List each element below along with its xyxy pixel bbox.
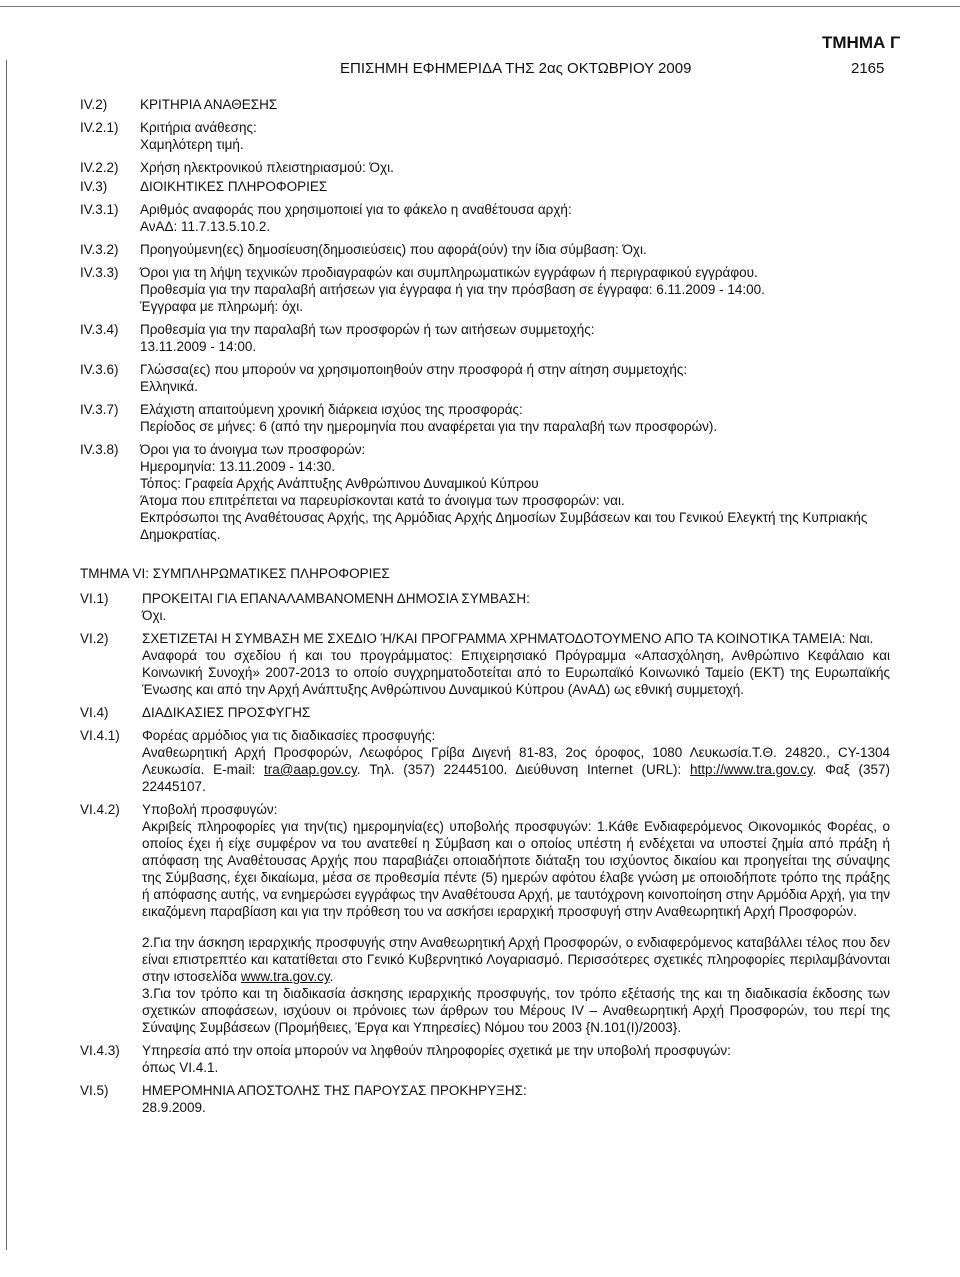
item-title: ΗΜΕΡΟΜΗΝΙΑ ΑΠΟΣΤΟΛΗΣ ΤΗΣ ΠΑΡΟΥΣΑΣ ΠΡΟΚΗΡΥΞΗΣ: bbox=[142, 1083, 527, 1098]
item-iv-3-1 bbox=[80, 201, 890, 235]
item-number: IV.3.2) bbox=[80, 242, 119, 257]
website-link[interactable]: www.tra.gov.cy bbox=[240, 969, 330, 984]
item-number: VI.4.3) bbox=[80, 1043, 120, 1058]
scan-border-line bbox=[0, 6, 960, 7]
item-text: Όροι για τη λήψη τεχνικών προδιαγραφών και συμπληρωματικών εγγράφων ή περιγραφικού εγγράφου. bbox=[140, 265, 758, 280]
lodge-paragraph-2-text: 2.Για την άσκηση ιεραρχικής προσφυγής στην Αναθεωρητική Αρχή Προσφορών, ο ενδιαφερόμενος καταβάλλει τέλος που δεν είναι επιστρεπτέο και κατατίθεται στο Γενικό Κυβερνητικό Λογαριασμό. Περισσότερες σχετικές πληροφορίες περιλαμβάνονται στην ιστοσελίδα bbox=[142, 935, 890, 984]
review-body-contact bbox=[142, 744, 890, 795]
item-number: IV.3.8) bbox=[80, 442, 119, 457]
item-value: Περίοδος σε μήνες: 6 (από την ημερομηνία που αναφέρεται για την παραλαβή των προσφορών). bbox=[140, 419, 718, 434]
item-number: IV.3.6) bbox=[80, 362, 119, 377]
item-text: Τόπος: Γραφεία Αρχής Ανάπτυξης Ανθρώπινου Δυναμικού Κύπρου bbox=[140, 476, 539, 491]
item-number: VI.4.2) bbox=[80, 802, 120, 817]
item-iv-3 bbox=[80, 178, 890, 195]
item-text: Προηγούμενη(ες) δημοσίευση(δημοσιεύσεις) που αφορά(ούν) την ίδια σύμβαση: Όχι. bbox=[140, 242, 647, 257]
item-number: VI.2) bbox=[80, 631, 109, 646]
item-vi-1 bbox=[80, 590, 890, 624]
item-value: 28.9.2009. bbox=[142, 1100, 206, 1115]
gazette-title: ΕΠΙΣΗΜΗ ΕΦΗΜΕΡΙΔΑ ΤΗΣ 2ας ΟΚΤΩΒΡΙΟΥ 2009 bbox=[340, 60, 692, 77]
item-value: Ελληνικά. bbox=[140, 379, 198, 394]
item-text: Άτομα που επιτρέπεται να παρευρίσκονται κατά το άνοιγμα των προσφορών: ναι. bbox=[140, 493, 625, 508]
lodge-paragraph-2 bbox=[142, 934, 890, 985]
page-number: 2165 bbox=[851, 60, 885, 77]
item-text: Αναφορά του σχεδίου ή και του προγράμματος: Επιχειρησιακό Πρόγραμμα «Απασχόληση, Ανθρώπινο Κεφάλαιο και Κοινωνική Συνοχή» 2007-2013 το οποίο συγχρηματοδοτείται από το Ευρωπαϊκό Κοινωνικό Ταμείο (ΕΚΤ) της Ευρωπαϊκής Ένωσης και από την Αρχή Ανάπτυξης Ανθρώπινου Δυναμικού Κύπρου (ΑνΑΔ) ως εθνική συμμετοχή. bbox=[142, 648, 890, 697]
item-text: Ακριβείς πληροφορίες για την(τις) ημερομηνία(ες) υποβολής προσφυγών: 1.Κάθε Ενδιαφερόμενος Οικονομικός Φορέας, ο οποίος έχει ή είχε συμφέρον να του ανατεθεί η Σύμβαση και ο οποίος υπέστη ή ενδέχεται να υποστεί ζημία από πράξη ή απόφαση της Αναθέτουσας Αρχής που παραβιάζει οποιαδήποτε διάταξη του ισχύοντος δικαίου και προηγείται της σύναψης της Σύμβασης, έχει δικαίωμα, μέσα σε προθεσμία πέντε (5) ημερών αφότου έλαβε γνώση με οποιοδήποτε τρόπο της πράξης ή απόφασης αυτής, να ενημερώσει εγγράφως την Αναθέτουσα Αρχή, με ταυτόχρονη κοινοποίηση στην Αρμόδια Αρχή, για την εικαζόμενη παραβίαση και για την πρόθεση του να ασκήσει ιεραρχική προσφυγή στην Αναθεωρητική Αρχή Προσφορών. bbox=[142, 819, 890, 919]
item-number: VI.5) bbox=[80, 1083, 109, 1098]
item-iv-2-2 bbox=[80, 159, 890, 176]
lodge-paragraph-2-end: . bbox=[329, 969, 334, 984]
item-number: IV.3.1) bbox=[80, 202, 119, 217]
item-text: Υπηρεσία από την οποία μπορούν να ληφθούν πληροφορίες σχετικά με την υποβολή προσφυγών: bbox=[142, 1043, 731, 1058]
item-text: 3.Για τον τρόπο και τη διαδικασία άσκησης ιεραρχικής προσφυγής, τον τρόπο εξέτασής της και τη διαδικασία έκδοσης των σχετικών αποφάσεων, ισχύουν οι πρόνοιες των άρθρων του Μέρους IV – Αναθεωρητική Αρχή Προσφορών, του περί της Σύναψης Συμβάσεων (Προμήθειες, Έργα και Υπηρεσίες) Νόμου του 2003 {Ν.101(Ι)/2003}. bbox=[142, 986, 890, 1035]
item-iv-3-8 bbox=[80, 441, 890, 543]
document-body bbox=[80, 96, 890, 1122]
item-value: ΑνΑΔ: 11.7.13.5.10.2. bbox=[140, 219, 271, 234]
item-text: Εκπρόσωποι της Αναθέτουσας Αρχής, της Αρμόδιας Αρχής Δημοσίων Συμβάσεων και του Γενικού Ελεγκτή της Κυπριακής Δημοκρατίας. bbox=[140, 510, 868, 542]
item-iv-3-4 bbox=[80, 321, 890, 355]
review-body-address: Αναθεωρητική Αρχή Προσφορών, Λεωφόρος Γρίβα Διγενή 81-83, 2ος όροφος, 1080 Λευκωσία.Τ.Θ. 24820., CY-1304 Λευκωσία. E-mail: bbox=[142, 745, 890, 777]
item-text: Έγγραφα με πληρωμή: όχι. bbox=[140, 299, 303, 314]
item-number: IV.3.7) bbox=[80, 402, 119, 417]
item-text: Προθεσμία για την παραλαβή αιτήσεων για έγγραφα ή για την πρόσβαση σε έγγραφα: 6.11.2009 - 14:00. bbox=[140, 282, 765, 297]
item-number: IV.3) bbox=[80, 179, 108, 194]
section-vi-heading: ΤΜΗΜΑ VI: ΣΥΜΠΛΗΡΩΜΑΤΙΚΕΣ ΠΛΗΡΟΦΟΡΙΕΣ bbox=[80, 566, 390, 581]
item-number: IV.2.1) bbox=[80, 120, 119, 135]
item-number: VI.4.1) bbox=[80, 728, 120, 743]
item-text: Γλώσσα(ες) που μπορούν να χρησιμοποιηθούν στην προσφορά ή στην αίτηση συμμετοχής: bbox=[140, 362, 688, 377]
item-number: VI.4) bbox=[80, 705, 109, 720]
item-vi-2 bbox=[80, 630, 890, 698]
item-text: Ελάχιστη απαιτούμενη χρονική διάρκεια ισχύος της προσφοράς: bbox=[140, 402, 523, 417]
item-value: 13.11.2009 - 14:00. bbox=[140, 339, 257, 354]
item-vi-4-2 bbox=[80, 801, 890, 1036]
item-title: ΚΡΙΤΗΡΙΑ ΑΝΑΘΕΣΗΣ bbox=[140, 97, 278, 112]
item-iv-3-2 bbox=[80, 241, 890, 258]
item-text: Προθεσμία για την παραλαβή των προσφορών ή των αιτήσεων συμμετοχής: bbox=[140, 322, 595, 337]
item-text: Αριθμός αναφοράς που χρησιμοποιεί για το φάκελο η αναθέτουσα αρχή: bbox=[140, 202, 572, 217]
item-text: Χρήση ηλεκτρονικού πλειστηριασμού: Όχι. bbox=[140, 160, 394, 175]
item-iv-2 bbox=[80, 96, 890, 113]
item-title: ΔΙΑΔΙΚΑΣΙΕΣ ΠΡΟΣΦΥΓΗΣ bbox=[142, 705, 311, 720]
review-body-fax: . Φαξ (357) 22445107. bbox=[142, 762, 890, 794]
item-title: ΔΙΟΙΚΗΤΙΚΕΣ ΠΛΗΡΟΦΟΡΙΕΣ bbox=[140, 179, 328, 194]
item-value: Χαμηλότερη τιμή. bbox=[140, 137, 244, 152]
item-iv-3-7 bbox=[80, 401, 890, 435]
item-number: IV.3.3) bbox=[80, 265, 119, 280]
item-title: ΣΧΕΤΙΖΕΤΑΙ Η ΣΥΜΒΑΣΗ ΜΕ ΣΧΕΔΙΟ Ή/ΚΑΙ ΠΡΟΓΡΑΜΜΑ ΧΡΗΜΑΤΟΔΟΤΟΥΜΕΝΟ ΑΠΟ ΤΑ ΚΟΙΝΟΤΙΚΑ ΤΑΜΕΙΑ: Ναι. bbox=[142, 631, 874, 646]
item-vi-5 bbox=[80, 1082, 890, 1116]
item-text: Όροι για το άνοιγμα των προσφορών: bbox=[140, 442, 366, 457]
item-text: Ημερομηνία: 13.11.2009 - 14:30. bbox=[140, 459, 336, 474]
item-iv-2-1 bbox=[80, 119, 890, 153]
item-iv-3-3 bbox=[80, 264, 890, 315]
item-number: IV.2) bbox=[80, 97, 108, 112]
item-vi-4-1 bbox=[80, 727, 890, 795]
item-vi-4 bbox=[80, 704, 890, 721]
item-number: IV.3.4) bbox=[80, 322, 119, 337]
item-vi-4-3 bbox=[80, 1042, 890, 1076]
section-label: ΤΜΗΜΑ Γ bbox=[822, 33, 901, 52]
item-title: Φορέας αρμόδιος για τις διαδικασίες προσφυγής: bbox=[142, 728, 436, 743]
item-value: Όχι. bbox=[142, 608, 167, 623]
paragraph-gap bbox=[142, 920, 890, 934]
item-title: ΠΡΟΚΕΙΤΑΙ ΓΙΑ ΕΠΑΝΑΛΑΜΒΑΝΟΜΕΝΗ ΔΗΜΟΣΙΑ ΣΥΜΒΑΣΗ: bbox=[142, 591, 530, 606]
item-iv-3-6 bbox=[80, 361, 890, 395]
website-link[interactable]: http://www.tra.gov.cy bbox=[690, 762, 813, 777]
item-text: Κριτήρια ανάθεσης: bbox=[140, 120, 257, 135]
item-title: Υποβολή προσφυγών: bbox=[142, 802, 278, 817]
item-number: VI.1) bbox=[80, 591, 109, 606]
review-body-phone: . Τηλ. (357) 22445100. Διεύθυνση Internet (URL): bbox=[356, 762, 682, 777]
page-header bbox=[0, 33, 960, 93]
scan-margin-line bbox=[6, 60, 7, 1250]
email-link[interactable]: tra@aap.gov.cy bbox=[263, 762, 357, 777]
item-value: όπως VI.4.1. bbox=[142, 1060, 219, 1075]
item-number: IV.2.2) bbox=[80, 160, 119, 175]
